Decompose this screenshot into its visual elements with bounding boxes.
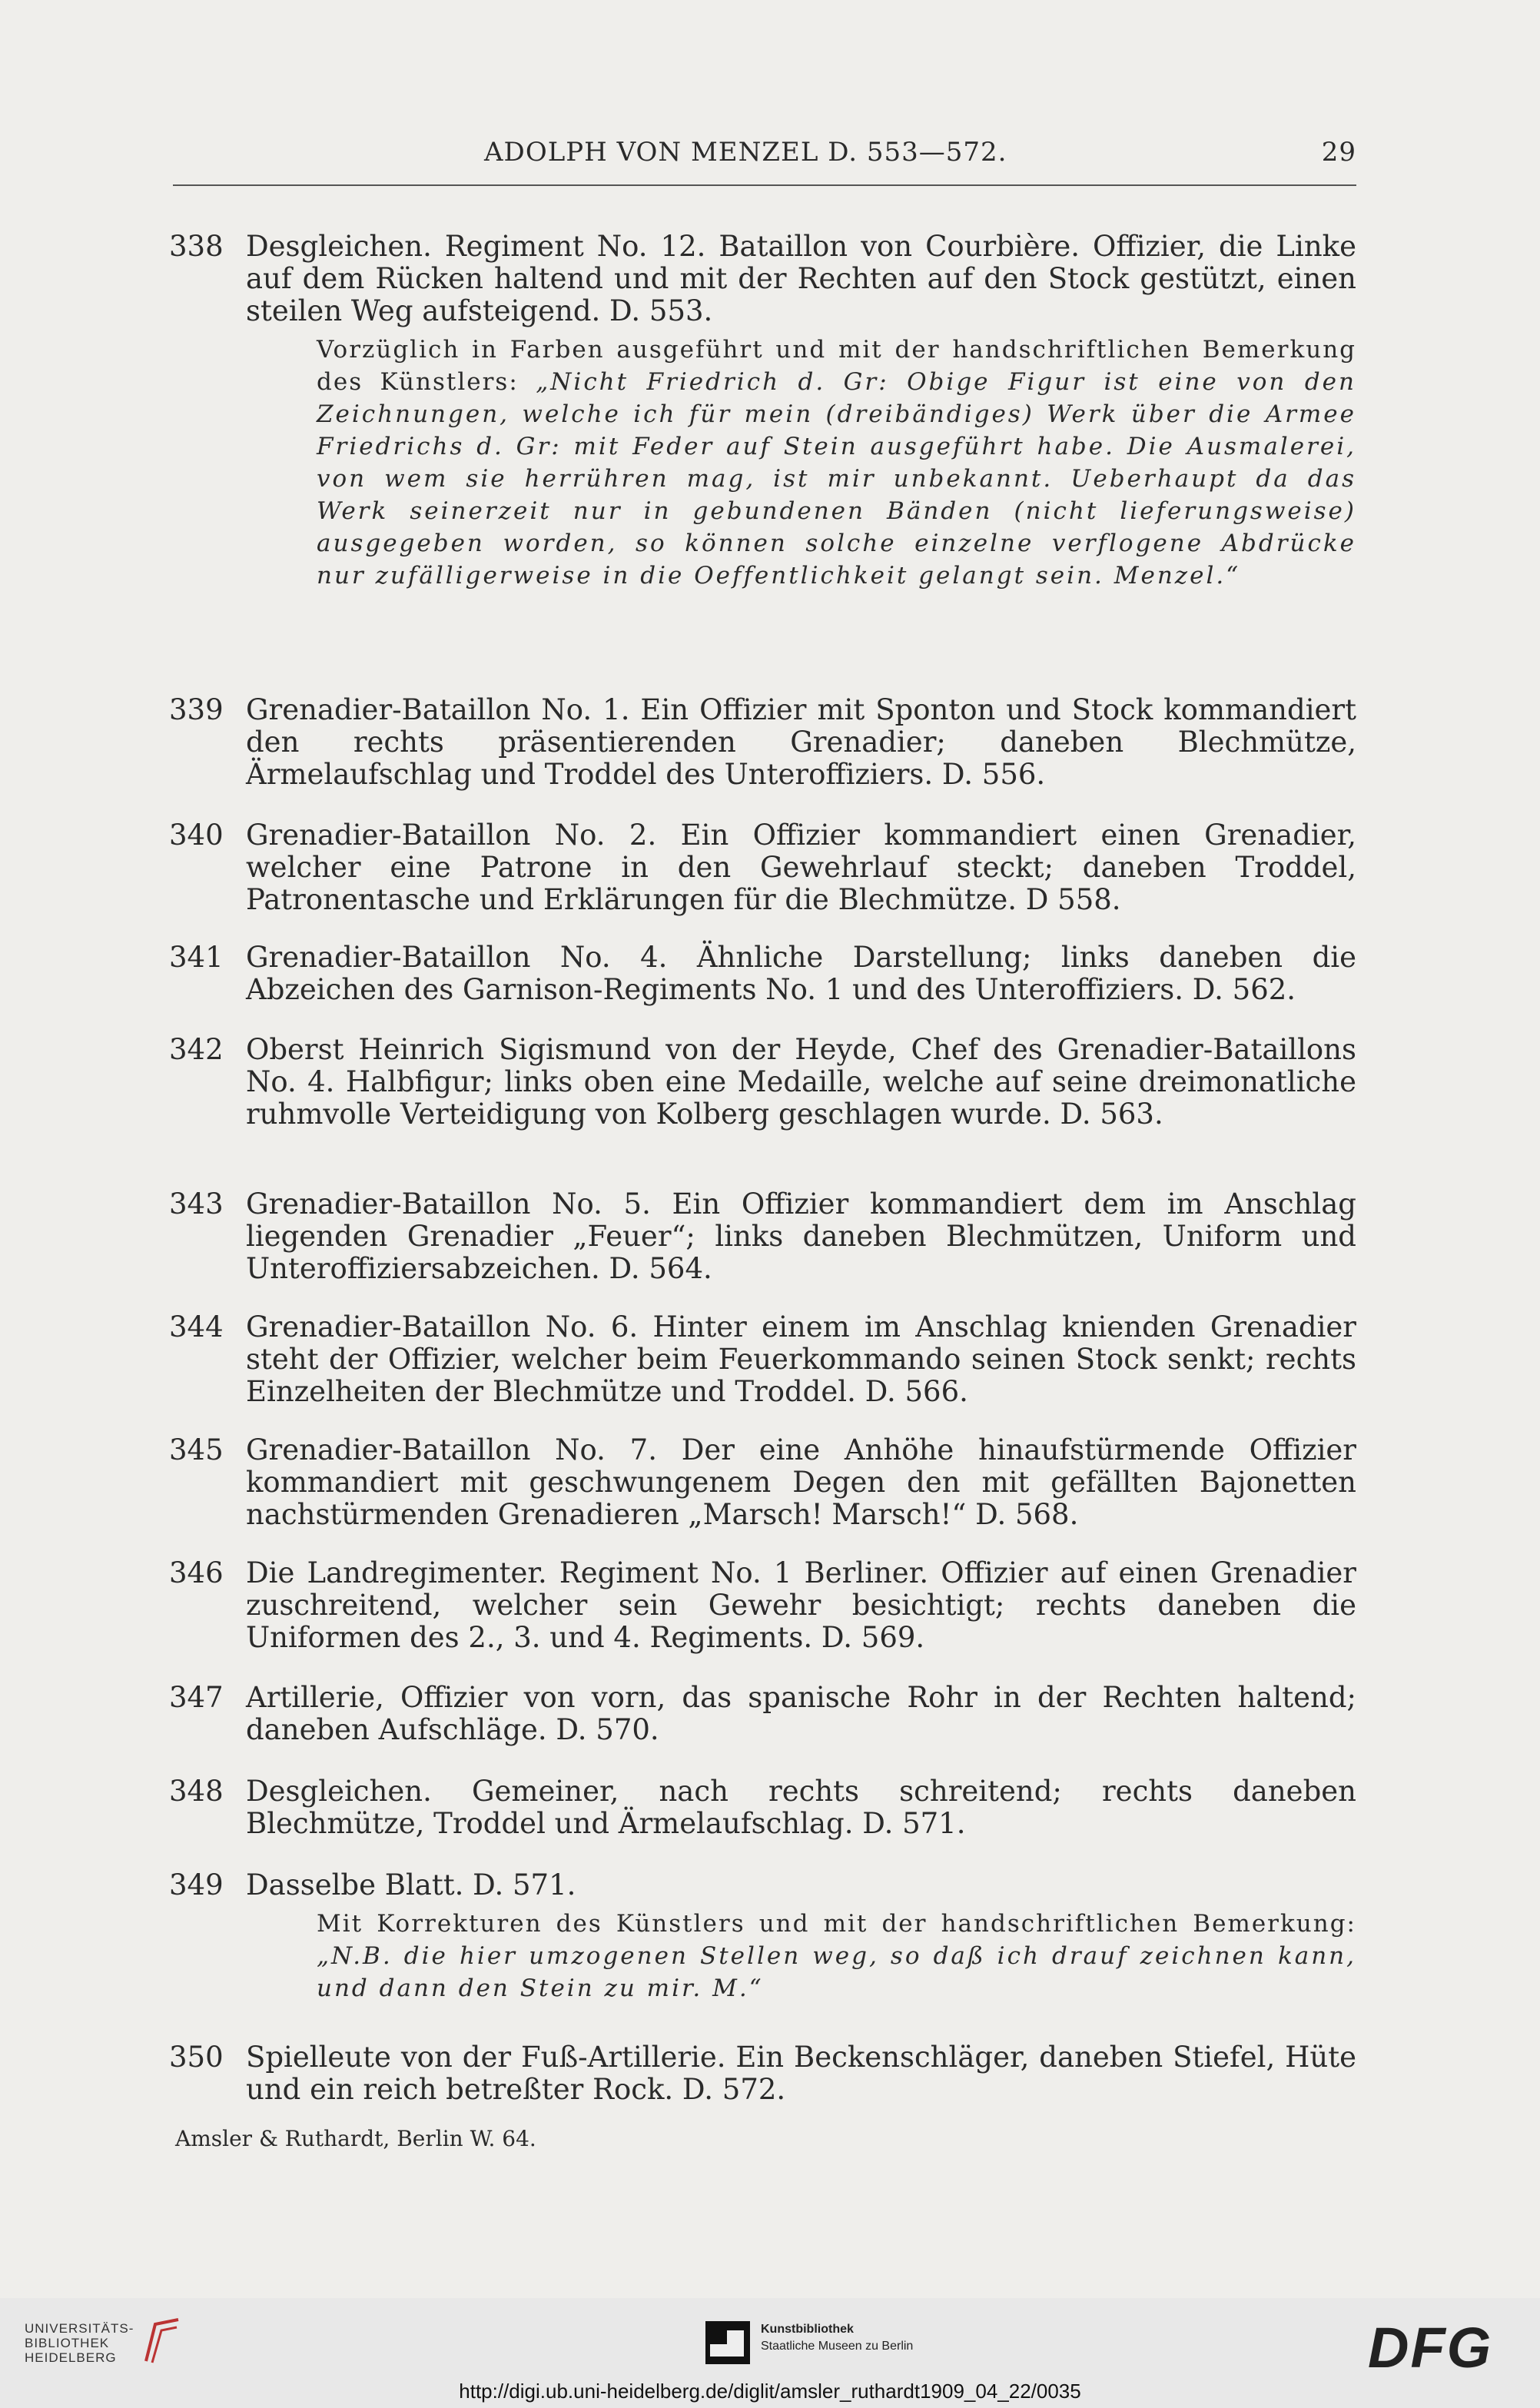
entry-text: Oberst Heinrich Sigismund von der Heyde, Chef des Grenadier-Bataillons No. 4. Halbfigur; links oben eine Medaille, welche auf seine dreimonatliche ruhmvolle Verteidigung von Kolberg geschlagen wurde. D. 563. <box>246 1033 1356 1131</box>
source-url[interactable]: http://digi.ub.uni-heidelberg.de/diglit/amsler_ruthardt1909_04_22/0035 <box>459 2380 1081 2403</box>
entry-348 <box>169 1775 1356 1840</box>
entry-number: 338 <box>169 230 224 263</box>
entry-text: Die Landregimenter. Regiment No. 1 Berliner. Offizier auf einen Grenadier zuschreitend, welcher sein Gewehr besichtigt; rechts daneben die Uniformen des 2., 3. und 4. Regiments. D. 569. <box>246 1556 1356 1654</box>
kunstbibliothek-logo-icon <box>705 2321 750 2364</box>
entry-text: Grenadier-Bataillon No. 6. Hinter einem im Anschlag knienden Grenadier steht der Offizier, welcher beim Feuerkommando seinen Stock senkt; rechts Einzelheiten der Blechmütze und Troddel. D. 566. <box>246 1310 1356 1408</box>
note-quote: „Nicht Friedrich d. Gr: Obige Figur ist eine von den Zeichnungen, welche ich für mein (dreibändiges) Werk über die Armee Friedrichs d. Gr: mit Feder auf Stein ausgeführt habe. Die Ausmalerei, von wem sie herrühren mag, ist mir unbekannt. Ueberhaupt da das Werk seinerzeit nur in gebundenen Bänden (nicht lieferungsweise) ausgegeben worden, so können solche einzelne verflogene Abdrücke nur zufälligerweise in die Oeffentlichkeit gelangt sein. Menzel.“ <box>317 368 1356 590</box>
entry-note <box>317 1908 1356 2004</box>
note-quote: „N.B. die hier umzogenen Stellen weg, so daß ich drauf zeichnen kann, und dann den Stein zu mir. M.“ <box>317 1942 1356 2002</box>
entry-text: Grenadier-Bataillon No. 1. Ein Offizier mit Sponton und Stock kommandiert den rechts präsentierenden Grenadier; daneben Blechmütze, Ärmelaufschlag und Troddel des Unteroffiziers. D. 556. <box>246 693 1356 791</box>
entry-number: 345 <box>169 1433 224 1466</box>
entry-343 <box>169 1188 1356 1285</box>
entry-number: 341 <box>169 941 224 974</box>
ub-line-2: BIBLIOTHEK <box>25 2336 110 2350</box>
dfg-logo[interactable]: DFG <box>1368 2316 1493 2380</box>
page-header <box>173 137 1356 183</box>
kunstbibliothek-label[interactable] <box>761 2321 913 2355</box>
header-rule <box>173 184 1356 186</box>
note-plain: Vorzüglich in Farben ausgeführt und mit der handschriftlichen Bemerkung des Künstlers: <box>317 336 1356 396</box>
entry-338 <box>169 231 1356 592</box>
digitization-footer <box>0 2298 1540 2408</box>
page-number: 29 <box>1321 137 1356 168</box>
entry-number: 340 <box>169 819 224 852</box>
kb-subtitle: Staatliche Museen zu Berlin <box>761 2340 914 2353</box>
entry-number: 339 <box>169 693 224 726</box>
entry-number: 349 <box>169 1868 224 1901</box>
entry-text: Grenadier-Bataillon No. 7. Der eine Anhöhe hinaufstürmende Offizier kommandiert mit geschwungenem Degen den mit gefällten Bajonetten nachstürmenden Grenadieren „Marsch! Marsch!“ D. 568. <box>246 1433 1356 1531</box>
ub-line-3: HEIDELBERG <box>25 2350 117 2365</box>
entry-text: Desgleichen. Regiment No. 12. Bataillon von Courbière. Offizier, die Linke auf dem Rücken haltend und mit der Rechten auf den Stock gestützt, einen steilen Weg aufsteigend. D. 553. <box>246 230 1356 327</box>
entry-note <box>317 334 1356 592</box>
entry-number: 346 <box>169 1556 224 1589</box>
entry-number: 344 <box>169 1310 224 1343</box>
ub-line-1: UNIVERSITÄTS- <box>25 2321 134 2336</box>
entry-350 <box>169 2041 1356 2106</box>
entry-text: Desgleichen. Gemeiner, nach rechts schreitend; rechts daneben Blechmütze, Troddel und Ärmelaufschlag. D. 571. <box>246 1775 1356 1840</box>
entry-number: 350 <box>169 2041 224 2074</box>
kb-title: Kunstbibliothek <box>761 2323 854 2336</box>
entry-text: Grenadier-Bataillon No. 2. Ein Offizier kommandiert einen Grenadier, welcher eine Patrone in den Gewehrlauf steckt; daneben Troddel, Patronentasche und Erklärungen für die Blechmütze. D 558. <box>246 819 1356 916</box>
printer-imprint: Amsler & Ruthardt, Berlin W. 64. <box>175 2126 536 2151</box>
entry-339 <box>169 694 1356 791</box>
entry-text: Artillerie, Offizier von vorn, das spanische Rohr in der Rechten haltend; daneben Aufschläge. D. 570. <box>246 1681 1356 1746</box>
entry-347 <box>169 1682 1356 1746</box>
entry-349 <box>169 1869 1356 2004</box>
ub-heidelberg-label[interactable] <box>25 2321 134 2365</box>
entry-number: 347 <box>169 1681 224 1714</box>
entry-number: 348 <box>169 1775 224 1808</box>
entry-346 <box>169 1557 1356 1654</box>
entry-number: 343 <box>169 1187 224 1221</box>
entry-345 <box>169 1434 1356 1531</box>
entry-text: Grenadier-Bataillon No. 5. Ein Offizier kommandiert dem im Anschlag liegenden Grenadier „Feuer“; links daneben Blechmützen, Uniform und Unteroffiziersabzeichen. D. 564. <box>246 1187 1356 1285</box>
entry-340 <box>169 819 1356 916</box>
entry-text: Grenadier-Bataillon No. 4. Ähnliche Darstellung; links daneben die Abzeichen des Garnison-Regiments No. 1 und des Unteroffiziers. D. 562. <box>246 941 1356 1006</box>
note-plain: Mit Korrekturen des Künstlers und mit der handschriftlichen Bemerkung: <box>317 1910 1356 1938</box>
entry-341 <box>169 942 1356 1006</box>
entry-number: 342 <box>169 1033 224 1066</box>
entry-342 <box>169 1034 1356 1131</box>
entry-text: Spielleute von der Fuß-Artillerie. Ein Beckenschläger, daneben Stiefel, Hüte und ein reich betreßter Rock. D. 572. <box>246 2041 1356 2106</box>
ub-logo-icon <box>138 2315 184 2369</box>
running-title: ADOLPH VON MENZEL D. 553—572. <box>484 137 1007 168</box>
entry-344 <box>169 1311 1356 1408</box>
entry-text: Dasselbe Blatt. D. 571. <box>246 1868 576 1901</box>
